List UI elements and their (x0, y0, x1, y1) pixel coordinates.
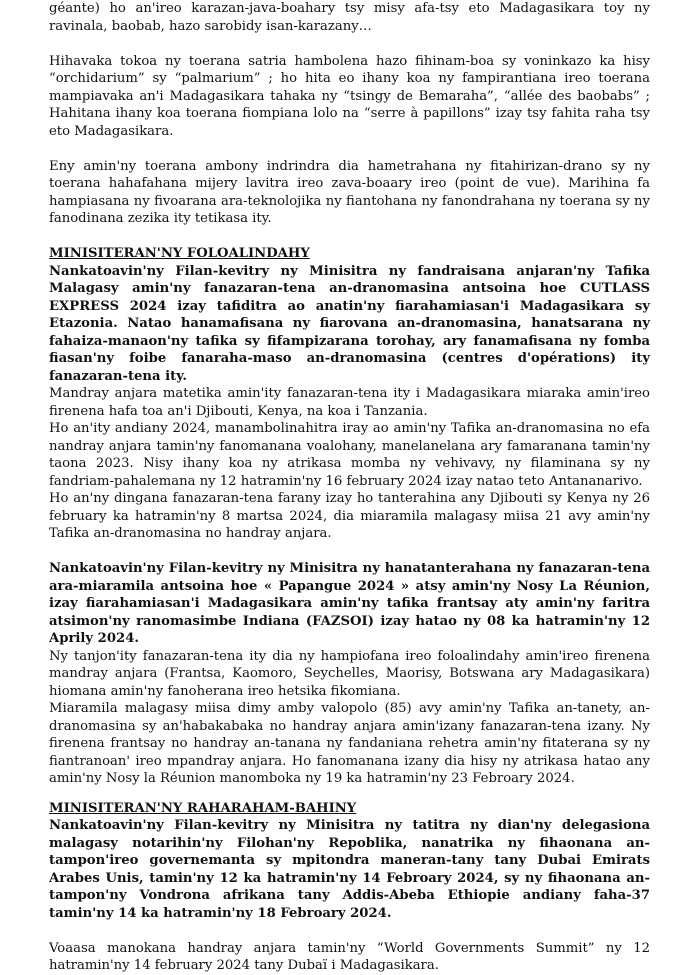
intro-paragraph-2: Hihavaka tokoa ny toerana satria hambolena hazo fihinam-boa sy voninkazo ka hisy “orchidarium” sy “palmarium” ; ho hita eo ihany koa ny fampirantiana ireo toerana mampiavaka an'i Madagasikara tahaka ny “tsingy de Bemaraha”, “allée des baobabs” ; Hahitana ihany koa toerana fiompiana lolo na “serre à papillons” izay tsy fahita raha tsy eto Madagasikara. (49, 53, 650, 139)
decision-papangue: Nankatoavin'ny Filan-kevitry ny Minisitra ny hanatanterahana ny fanazaran-tena ara-miaramila antsoina hoe « Papangue 2024 » atsy amin'ny Nosy La Réunion, izay fiarahamiasan'i Madagasikara amin'ny tafika frantsay aty amin'ny faritra atsimon'ny ranomasimbe Indiana (FAZSOI) izay hatao ny 08 ka hatramin'ny 12 Aprily 2024. (49, 561, 650, 646)
paragraph-world-governments-summit: Voaasa manokana handray anjara tamin'ny “World Governments Summit” ny 12 hatramin'ny 14 february 2024 tany Dubaï i Madagasikara. (49, 940, 650, 973)
paragraph-objective: Ny tanjon'ity fanazaran-tena ity dia ny hampiofana ireo foloalindahy amin'ireo firenena mandray anjara (Frantsa, Kaomoro, Seychelles, Maorisy, Botswana ary Madagasikara) hiomana amin'ny fanoherana ireo hetsika fikomiana. (49, 648, 650, 699)
paragraph-final-phase: Ho an'ny dingana fanazaran-tena farany izay ho tanterahina any Djibouti sy Kenya ny 26 february ka hatramin'ny 8 martsa 2024, dia miaramila malagasy miisa 21 avy amin'ny Tafika an-dranomasina no handray anjara. (49, 491, 650, 541)
paragraph-participants: Miaramila malagasy miisa dimy amby valopolo (85) avy amin'ny Tafika an-tanety, an-dranomasina sy an'habakabaka no handray anjara amin'izany fanazaran-tena izany. Ny firenena frantsay no handray an-tanana ny fandaniana rehetra amin'ny fitaterana sy ny fiantranoan' ireo mpandray anjara. Ho fanomanana izany dia hisy ny atrikasa hatao any amin'ny Nosy la Réunion manomboka ny 19 ka hatramin'ny 23 Febroary 2024. (49, 701, 650, 786)
decision-cutlass-express: Nankatoavin'ny Filan-kevitry ny Minisitra ny fandraisana anjaran'ny Tafika Malagasy amin'ny fanazaran-tena an-dranomasina antsoina hoe CUTLASS EXPRESS 2024 izay tafiditra ao anatin'ny fiarahamiasan'i Madagasikara sy Etazonia. Natao hanamafisana ny fiarovana an-dranomasina, hanatsarana ny fahaiza-manaon'ny tafika sy fifampizarana torohay, ary fanamafisana ny fomba fiasan'ny foibe fanaraha-maso an-dranomasina (centres d'opérations) ity fanazaran-tena ity. (49, 263, 650, 384)
document-page (49, 0, 650, 975)
section-heading-defense: MINISITERAN'NY FOLOALINDAHY (49, 246, 310, 261)
decision-delegation-report: Nankatoavin'ny Filan-kevitry ny Minisitra ny tatitra ny dian'ny delegasiona malagasy notarihin'ny Filohan'ny Repoblika, nanatrika ny fihaonana an-tampon'ireo governemanta sy mpitondra maneran-tany tany Dubai Emirats Arabes Unis, tamin'ny 12 ka hatramin'ny 14 Febroary 2024, sy ny fihaonana an-tampon'ny Vondrona afrikana tany Addis-Abeba Ethiopie andiany faha-37 tamin'ny 14 ka hatramin'ny 18 Febroary 2024. (49, 818, 650, 921)
section-heading-foreign-affairs: MINISITERAN'NY RAHARAHAM-BAHINY (49, 800, 357, 816)
paragraph-edition-2024: Ho an'ity andiany 2024, manambolinahitra iray ao amin'ny Tafika an-dranomasina no efa nandray anjara tamin'ny fanomanana voalohany, manelanelana ary famaranana tamin'ny taona 2023. Nisy ihany koa ny atrikasa momba ny vehivavy, ny filaminana sy ny fandriam-pahalemana ny 12 hatramin'ny 16 february 2024 izay natao teto Antananarivo. (49, 421, 650, 489)
intro-paragraph-1: géante) ho an'ireo karazan-java-boahary tsy misy afa-tsy eto Madagasikara toy ny ravinala, baobab, hazo sarobidy isan-karazany… (49, 1, 650, 34)
intro-paragraph-3: Eny amin'ny toerana ambony indrindra dia hametrahana ny fitahirizan-drano sy ny toerana hahafahana mijery lavitra ireo zava-boaary ireo (point de vue). Marihina fa hampiasana ny fivoarana ara-teknolojika ny fiantohana ny fanondrahana ny toerana sy ny fanodinana zezika ity tetikasa ity. (49, 158, 650, 226)
paragraph-participation: Mandray anjara matetika amin'ity fanazaran-tena ity i Madagasikara miaraka amin'ireo firenena hafa toa an'i Djibouti, Kenya, na koa i Tanzania. (49, 386, 650, 419)
